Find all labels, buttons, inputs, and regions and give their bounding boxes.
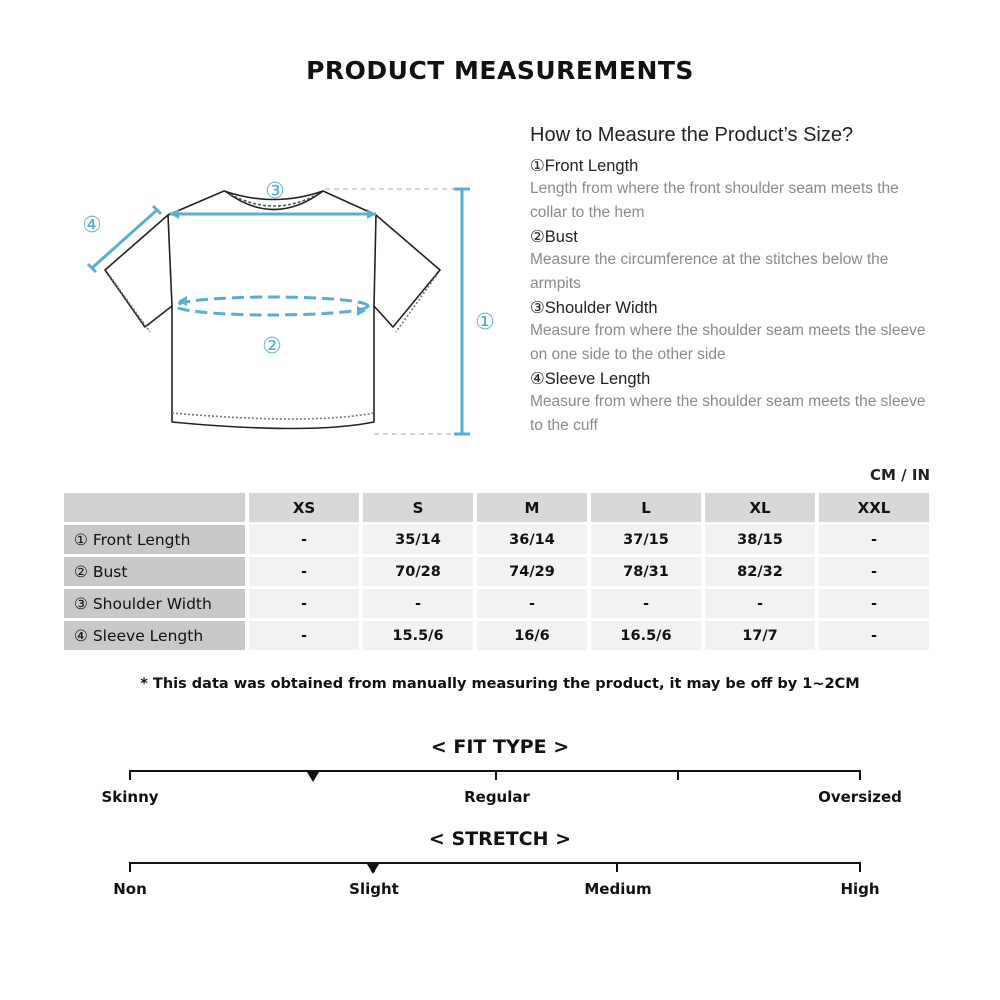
stretch-label-high: High <box>840 880 880 898</box>
stretch-label-medium: Medium <box>584 880 652 898</box>
column-header: XL <box>705 493 815 522</box>
row-label: ② Bust <box>64 557 245 586</box>
fit-type-marker <box>307 772 319 782</box>
shoulder-width-marker: ③ <box>265 179 285 204</box>
scale-tick <box>859 862 861 872</box>
fit-label-regular: Regular <box>464 788 530 806</box>
fit-type-title: < FIT TYPE > <box>430 736 570 758</box>
table-row <box>64 557 929 586</box>
row-label: ④ Sleeve Length <box>64 621 245 650</box>
table-cell: 35/14 <box>363 525 473 554</box>
scale-tick <box>859 770 861 780</box>
table-cell: - <box>819 589 929 618</box>
table-cell: 82/32 <box>705 557 815 586</box>
table-cell: 16.5/6 <box>591 621 701 650</box>
table-cell: 16/6 <box>477 621 587 650</box>
table-cell: - <box>249 589 359 618</box>
column-header: M <box>477 493 587 522</box>
table-header-row <box>64 493 929 522</box>
stretch-marker <box>367 864 379 874</box>
table-cell: - <box>249 621 359 650</box>
measure-item-shoulder-width <box>530 297 930 366</box>
measure-desc: Length from where the front shoulder seam meets the collar to the hem <box>530 180 899 221</box>
measure-item-front-length <box>530 155 930 224</box>
table-cell: - <box>819 525 929 554</box>
table-cell: 15.5/6 <box>363 621 473 650</box>
how-to-measure-title: How to Measure the Product’s Size? <box>530 124 854 146</box>
measure-name: ②Bust <box>530 228 578 246</box>
measure-name: ①Front Length <box>530 157 639 175</box>
measure-desc: Measure the circumference at the stitches below the armpits <box>530 251 889 292</box>
scale-tick <box>495 770 497 780</box>
table-cell: - <box>819 621 929 650</box>
size-table <box>60 490 933 653</box>
front-length-marker: ① <box>475 310 495 335</box>
fit-label-oversized: Oversized <box>818 788 902 806</box>
scale-tick <box>129 770 131 780</box>
table-row <box>64 621 929 650</box>
stretch-title: < STRETCH > <box>428 828 572 850</box>
tshirt-diagram <box>60 160 520 460</box>
measure-desc: Measure from where the shoulder seam meets the sleeve to the cuff <box>530 393 926 434</box>
tshirt-outline <box>105 191 440 429</box>
table-row <box>64 525 929 554</box>
row-label: ① Front Length <box>64 525 245 554</box>
table-cell: 38/15 <box>705 525 815 554</box>
page-title: PRODUCT MEASUREMENTS <box>306 56 694 85</box>
measure-name: ③Shoulder Width <box>530 299 658 317</box>
table-cell: 37/15 <box>591 525 701 554</box>
table-cell: - <box>249 557 359 586</box>
table-cell: - <box>819 557 929 586</box>
stretch-label-slight: Slight <box>349 880 399 898</box>
fit-type-line <box>130 770 861 772</box>
table-cell: 17/7 <box>705 621 815 650</box>
table-corner-cell <box>64 493 245 522</box>
sleeve-length-marker: ④ <box>82 213 102 238</box>
measure-item-bust <box>530 226 930 295</box>
bust-marker: ② <box>262 334 282 359</box>
column-header: L <box>591 493 701 522</box>
column-header: S <box>363 493 473 522</box>
column-header: XXL <box>819 493 929 522</box>
unit-label: CM / IN <box>870 466 930 484</box>
table-cell: 74/29 <box>477 557 587 586</box>
column-header: XS <box>249 493 359 522</box>
how-to-measure-panel <box>530 124 930 439</box>
stretch-label-non: Non <box>113 880 147 898</box>
measure-name: ④Sleeve Length <box>530 370 651 388</box>
bust-line <box>176 297 368 315</box>
fit-label-skinny: Skinny <box>101 788 159 806</box>
scale-tick <box>129 862 131 872</box>
measure-lines <box>88 189 470 434</box>
table-cell: - <box>249 525 359 554</box>
scale-tick <box>616 862 618 872</box>
table-cell: - <box>477 589 587 618</box>
table-cell: - <box>363 589 473 618</box>
table-cell: - <box>591 589 701 618</box>
measure-item-sleeve-length <box>530 368 930 437</box>
scale-tick <box>677 770 679 780</box>
measure-desc: Measure from where the shoulder seam meets the sleeve on one side to the other side <box>530 322 926 363</box>
table-cell: 78/31 <box>591 557 701 586</box>
table-row <box>64 589 929 618</box>
row-label: ③ Shoulder Width <box>64 589 245 618</box>
stretch-line <box>130 862 861 864</box>
measurement-footnote: * This data was obtained from manually measuring the product, it may be off by 1~2CM <box>140 676 860 692</box>
table-cell: 70/28 <box>363 557 473 586</box>
diagram-markers <box>82 179 495 359</box>
table-cell: - <box>705 589 815 618</box>
table-cell: 36/14 <box>477 525 587 554</box>
